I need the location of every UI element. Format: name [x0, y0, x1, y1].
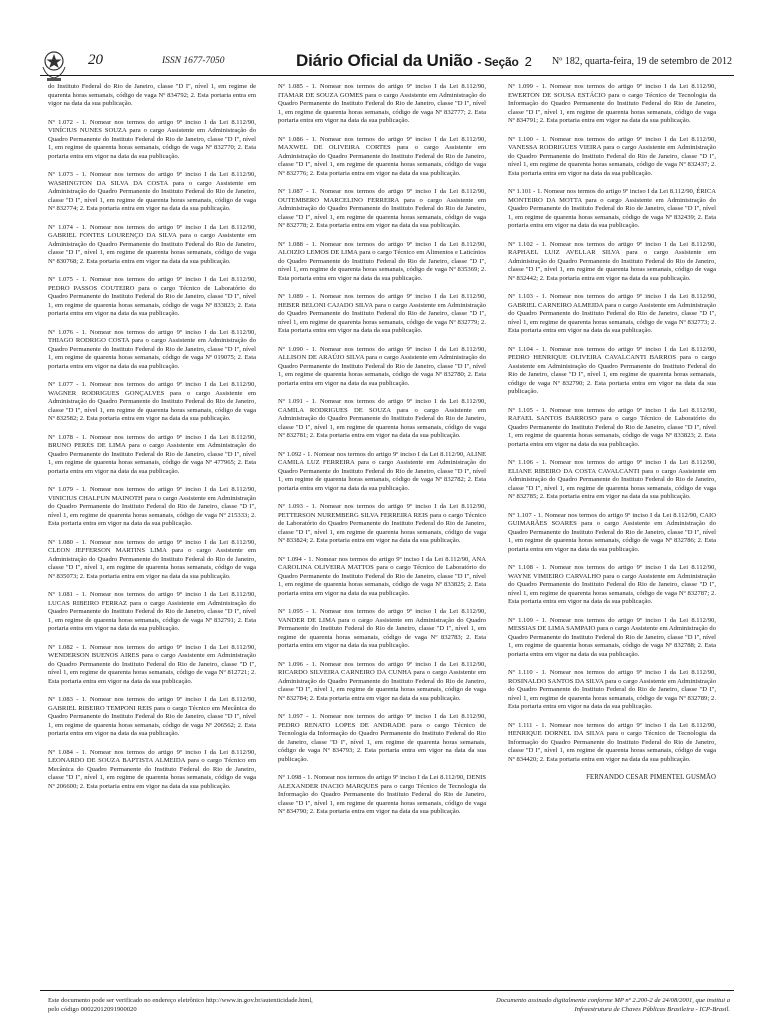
section-label: - Seção [477, 55, 519, 69]
entry: Nº 1.074 - 1. Nomear nos termos do artigo 9º inciso I da Lei 8.112/90, GABRIEL FONTES LOURENÇO DA SILVA para o cargo Assistente em Administração do Quadro Permanente do Instituto Federal do Rio de Janeiro, classe "D I", nível 1, em regime de quarenta horas semanais, código de vaga Nº 830768; 2. Esta portaria entra em vigor na data da sua publicação. [48, 223, 256, 265]
entry: Nº 1.081 - 1. Nomear nos termos do artigo 9º inciso I da Lei 8.112/90, LUCAS RIBEIRO FERRAZ para o cargo Assistente em Administração do Quadro Permanente do Instituto Federal do Rio de Janeiro, classe "D I", nível 1, em regime de quarenta horas semanais, código de vaga Nº 832791; 2. Esta portaria entra em vigor na data da sua publicação. [48, 591, 256, 632]
entry: Nº 1.079 - 1. Nomear nos termos do artigo 9º inciso I da Lei 8.112/90, VINICIUS CHALFUN MAINOTH para o cargo Assistente em Administração do Quadro Permanente do Instituto Federal do Rio de Janeiro, classe "D I", nível 1, em regime de quarenta horas semanais, código de vaga Nº 215333; 2. Esta portaria entra em vigor na data da sua publicação. [48, 486, 256, 527]
verification-url-line: Este documento pode ser verificado no endereço eletrônico http://www.in.gov.br/autenticidade.html, [48, 997, 313, 1004]
entry: Nº 1.103 - 1. Nomear nos termos do artigo 9º inciso I da Lei 8.112/90, GABRIEL CARNEIRO ALMEIDA para o cargo Assistente em Administração do Quadro Permanente do Instituto Federal do Rio de Janeiro, classe "D I", nível 1, em regime de quarenta horas semanais, código de vaga Nº 832773; 2. Esta portaria entra em vigor na data da sua publicação. [508, 293, 716, 334]
entry: Nº 1.106 - 1. Nomear nos termos do artigo 9º inciso I da Lei 8.112/90, ELIANE RIBEIRO DA COSTA CAVALCANTI para o cargo Assistente em Administração do Quadro Permanente do Instituto Federal do Rio de Janeiro, classe "D I", nível 1, em regime de quarenta horas semanais, código de vaga Nº 832785; 2. Esta portaria entra em vigor na data da sua publicação. [508, 459, 716, 500]
column-1 [48, 83, 256, 988]
journal-title [296, 51, 532, 71]
entry: Nº 1.073 - 1. Nomear nos termos do artigo 9º inciso I da Lei 8.112/90, WASHINGTON DA SILVA DA COSTA para o cargo Assistente em Administração do Quadro Permanente do Instituto Federal do Rio de Janeiro, classe "D I", nível 1, em regime de quarenta horas semanais, código de vaga Nº 832774; 2. Esta portaria entra em vigor na data da sua publicação. [48, 171, 256, 212]
entry: Nº 1.083 - 1. Nomear nos termos do artigo 9º inciso I da Lei 8.112/90, GABRIEL RIBEIRO TEMPONI REIS para o cargo Técnico em Mecânica do Quadro Permanente do Instituto Federal do Rio de Janeiro, classe "D I", nível 1, em regime de quarenta horas semanais, código de vaga Nº 206562; 2. Esta portaria entra em vigor na data da sua publicação. [48, 696, 256, 737]
entry: Nº 1.084 - 1. Nomear nos termos do artigo 9º inciso I da Lei 8.112/90, LEONARDO DE SOUZA BAPTISTA ALMEIDA para o cargo Técnico em Mecânica do Quadro Permanente do Instituto Federal do Rio de Janeiro, classe "D I", nível 1, em regime de quarenta horas semanais, código de vaga Nº 206600; 2. Esta portaria entra em vigor na data da sua publicação. [48, 748, 256, 790]
entry: Nº 1.110 - 1. Nomear nos termos do artigo 9º inciso I da Lei 8.112/90, ROSINALDO SANTOS DA SILVA para o cargo Assistente em Administração do Quadro Permanente do Instituto Federal do Rio de Janeiro, classe "D I", nível 1, em regime de quarenta horas semanais, código de vaga Nº 832789; 2. Esta portaria entra em vigor na data da sua publicação. [508, 669, 716, 710]
signatory-name: FERNANDO CESAR PIMENTEL GUSMÃO [586, 774, 716, 781]
entry: Nº 1.075 - 1. Nomear nos termos do artigo 9º inciso I da Lei 8.112/90, PEDRO PASSOS COUTEIRO para o cargo Técnico de Laboratório do Quadro Permanente do Instituto Federal do Rio de Janeiro, classe "D I", nível 1, em regime de quarenta horas semanais, código de vaga Nº 833823; 2. Esta portaria entra em vigor na data da sua publicação. [48, 276, 256, 317]
signature-note-line-2: Infraestrutura de Chaves Públicas Brasileira - ICP-Brasil. [574, 1006, 730, 1013]
entry: Nº 1.109 - 1. Nomear nos termos do artigo 9º inciso I da Lei 8.112/90, MESSIAS DE LIMA SAMPAIO para o cargo Assistente em Administração do Quadro Permanente do Instituto Federal do Rio de Janeiro, classe "D I", nível 1, em regime de quarenta horas semanais, código de vaga Nº 832788; 2. Esta portaria entra em vigor na data da sua publicação. [508, 616, 716, 658]
entry: do Instituto Federal do Rio de Janeiro, classe "D I", nível 1, em regime de quarenta horas semanais, código de vaga Nº 834792; 2. Esta portaria entra em vigor na data da sua publicação. [48, 83, 256, 107]
entry: Nº 1.095 - 1. Nomear nos termos do artigo 9º inciso I da Lei 8.112/90, VANDER DE LIMA para o cargo Assistente em Administração do Quadro Permanente do Instituto Federal do Rio de Janeiro, classe "D I", nível 1, em regime de quarenta horas semanais, código de vaga Nº 832783; 2. Esta portaria entra em vigor na data da sua publicação. [278, 608, 486, 649]
entry: Nº 1.108 - 1. Nomear nos termos do artigo 9º inciso I da Lei 8.112/90, WAYNE VIMIEIRO CARVALHO para o cargo Assistente em Administração do Quadro Permanente do Instituto Federal do Rio de Janeiro, classe "D I", nível 1, em regime de quarenta horas semanais, código de vaga Nº 832787; 2. Esta portaria entra em vigor na data da sua publicação. [508, 564, 716, 605]
verification-code-line: pelo código 00022012091900020 [48, 1006, 137, 1013]
entry: Nº 1.096 - 1. Nomear nos termos do artigo 9º inciso I da Lei 8.112/90, RICARDO SILVEIRA CARNEIRO DA CUNHA para o cargo Assistente em Administração do Quadro Permanente do Instituto Federal do Rio de Janeiro, classe "D I", nível 1, em regime de quarenta horas semanais, código de vaga Nº 832784; 2. Esta portaria entra em vigor na data da sua publicação. [278, 660, 486, 702]
signature-note-line-1: Documento assinado digitalmente conforme MP nº 2.200-2 de 24/08/2001, que institui a [496, 997, 730, 1004]
entry: Nº 1.097 - 1. Nomear nos termos do artigo 9º inciso I da Lei 8.112/90, PEDRO RENATO LOPES DE ANDRADE para o cargo Técnico de Tecnologia da Informação do Quadro Permanente do Instituto Federal do Rio de Janeiro, classe "D I", nível 1, em regime de quarenta horas semanais, código de vaga Nº 834793; 2. Esta portaria entra em vigor na data da sua publicação. [278, 713, 486, 763]
entry: Nº 1.077 - 1. Nomear nos termos do artigo 9º inciso I da Lei 8.112/90, WAGNER RODRIGUES GONÇALVES para o cargo Assistente em Administração do Quadro Permanente do Instituto Federal do Rio de Janeiro, classe "D I", nível 1, em regime de quarenta horas semanais, código de vaga Nº 832582; 2. Esta portaria entra em vigor na data da sua publicação. [48, 381, 256, 422]
journal-name: Diário Oficial da União [296, 51, 473, 70]
entry: Nº 1.101 - 1. Nomear nos termos do artigo 9º inciso I da Lei 8.112/90, ÉRICA MONTEIRO DA MOTTA para o cargo Assistente em Administração do Quadro Permanente do Instituto Federal do Rio de Janeiro, classe "D I", nível 1, em regime de quarenta horas semanais, código de vaga Nº 832439; 2. Esta portaria entra em vigor na data da sua publicação. [508, 188, 716, 229]
entry: Nº 1.104 - 1. Nomear nos termos do artigo 9º inciso I da Lei 8.112/90, PEDRO HENRIQUE OLIVEIRA CAVALCANTI BARROS para o cargo Assistente em Administração do Quadro Permanente do Instituto Federal do Rio de Janeiro, classe "D I", nível 1, em regime de quarenta horas semanais, código de vaga Nº 832790; 2. Esta portaria entra em vigor na data da sua publicação. [508, 345, 716, 395]
page-number: 20 [88, 52, 103, 68]
entry: Nº 1.072 - 1. Nomear nos termos do artigo 9º inciso I da Lei 8.112/90, VINÍCIUS NUNES SOUZA para o cargo Assistente em Administração do Quadro Permanente do Instituto Federal do Rio de Janeiro, classe "D I", nível 1, em regime de quarenta horas semanais, código de vaga Nº 832770; 2. Esta portaria entra em vigor na data da sua publicação. [48, 118, 256, 160]
footer-divider [40, 990, 734, 991]
entry: Nº 1.078 - 1. Nomear nos termos do artigo 9º inciso I da Lei 8.112/90, BRUNO PERES DE LIMA para o cargo Assistente em Administração do Quadro Permanente do Instituto Federal do Rio de Janeiro, classe "D I", nível 1, em regime de quarenta horas semanais, código de vaga Nº 477965; 2. Esta portaria entra em vigor na data da sua publicação. [48, 433, 256, 475]
page-header [0, 0, 768, 80]
entry: Nº 1.085 - 1. Nomear nos termos do artigo 9º inciso I da Lei 8.112/90, ITAMAR DE SOUZA GOMES para o cargo Assistente em Administração do Quadro Permanente do Instituto Federal do Rio de Janeiro, classe "D I", nível 1, em regime de quarenta horas semanais, código de vaga Nº 832777; 2. Esta portaria entra em vigor na data da sua publicação. [278, 83, 486, 124]
entry: Nº 1.099 - 1. Nomear nos termos do artigo 9º inciso I da Lei 8.112/90, EWERTON DE SOUSA ESTÁCIO para o cargo Técnico de Tecnologia da Informação do Quadro Permanente do Instituto Federal do Rio de Janeiro, classe "D I", nível 1, em regime de quarenta horas semanais, código de vaga Nº 834791; 2. Esta portaria entra em vigor na data da sua publicação. [508, 83, 716, 124]
entry: Nº 1.088 - 1. Nomear nos termos do artigo 9º inciso I da Lei 8.112/90, ALOIZIO LEMOS DE LIMA para o cargo Técnico em Alimentos e Laticínios do Quadro Permanente do Instituto Federal do Rio de Janeiro, classe "D I", nível 1, em regime de quarenta horas semanais, código de vaga Nº 835369; 2. Esta portaria entra em vigor na data da sua publicação. [278, 240, 486, 282]
entry: Nº 1.100 - 1. Nomear nos termos do artigo 9º inciso I da Lei 8.112/90, VANESSA RODRIGUES VIEIRA para o cargo Assistente em Administração do Quadro Permanente do Instituto Federal do Rio de Janeiro, classe "D I", nível 1, em regime de quarenta horas semanais, código de vaga Nº 832437; 2. Esta portaria entra em vigor na data da sua publicação. [508, 135, 716, 177]
digital-signature-note [470, 996, 730, 1014]
verification-note [48, 996, 338, 1014]
coat-of-arms-icon [40, 50, 68, 82]
entry: Nº 1.107 - 1. Nomear nos termos do artigo 9º inciso I da Lei 8.112/90, CAIO GUIMARÃES SOARES para o cargo Assistente em Administração do Quadro Permanente do Instituto Federal do Rio de Janeiro, classe "D I", nível 1, em regime de quarenta horas semanais, código de vaga Nº 832786; 2. Esta portaria entra em vigor na data da sua publicação. [508, 511, 716, 553]
entry: Nº 1.111 - 1. Nomear nos termos do artigo 9º inciso I da Lei 8.112/90, HENRIQUE DORNEL DA SILVA para o cargo Técnico de Tecnologia da Informação do Quadro Permanente do Instituto Federal do Rio de Janeiro, classe "D I", nível 1, em regime de quarenta horas semanais, código de vaga Nº 834420; 2. Esta portaria entra em vigor na data da sua publicação. [508, 721, 716, 763]
column-2 [278, 83, 486, 988]
entry: Nº 1.105 - 1. Nomear nos termos do artigo 9º inciso I da Lei 8.112/90, RAFAEL SANTOS BARROSO para o cargo Técnico de Laboratório do Quadro Permanente do Instituto Federal do Rio de Janeiro, classe "D I", nível 1, em regime de quarenta horas semanais, código de vaga Nº 833823; 2. Esta portaria entra em vigor na data da sua publicação. [508, 406, 716, 448]
edition-info: Nº 182, quarta-feira, 19 de setembro de 2012 [552, 56, 732, 67]
entry: Nº 1.094 - 1. Nomear nos termos do artigo 9º inciso I da Lei 8.112/90, ANA CAROLINA OLIVEIRA MATTOS para o cargo Técnico de Laboratório do Quadro Permanente do Instituto Federal do Rio de Janeiro, classe "D I", nível 1, em regime de quarenta horas semanais, código de vaga Nº 833825; 2. Esta portaria entra em vigor na data da sua publicação. [278, 555, 486, 597]
header-divider [40, 75, 734, 76]
entry: Nº 1.098 - 1. Nomear nos termos do artigo 9º inciso I da Lei 8.112/90, DENIS ALEXANDER INACIO MARQUES para o cargo Técnico de Tecnologia da Informação do Quadro Permanente do Instituto Federal do Rio de Janeiro, classe "D I", nível 1, em regime de quarenta horas semanais, código de vaga Nº 834790; 2. Esta portaria entra em vigor na data da sua publicação. [278, 774, 486, 815]
section-number: 2 [524, 54, 532, 69]
column-3 [508, 83, 716, 988]
issn: ISSN 1677-7050 [162, 56, 225, 66]
entry: Nº 1.082 - 1. Nomear nos termos do artigo 9º inciso I da Lei 8.112/90, WENDERSON BUENOS AIRES para o cargo Assistente em Administração do Quadro Permanente do Instituto Federal do Rio de Janeiro, classe "D I", nível 1, em regime de quarenta horas semanais, código de vaga Nº 812721; 2. Esta portaria entra em vigor na data da sua publicação. [48, 643, 256, 685]
entry: Nº 1.093 - 1. Nomear nos termos do artigo 9º inciso I da Lei 8.112/90, PETTERSON NUREMBERG SILVA FERREIRA REIS para o cargo Técnico de Laboratório do Quadro Permanente do Instituto Federal do Rio de Janeiro, classe "D I", nível 1, em regime de quarenta horas semanais, código de vaga Nº 833824; 2. Esta portaria entra em vigor na data da sua publicação. [278, 503, 486, 544]
entry: Nº 1.086 - 1. Nomear nos termos do artigo 9º inciso I da Lei 8.112/90, MAXWEL DE OLIVEIRA CORTES para o cargo Assistente em Administração do Quadro Permanente do Instituto Federal do Rio de Janeiro, classe "D I", nível 1, em regime de quarenta horas semanais, código de vaga Nº 832776; 2. Esta portaria entra em vigor na data da sua publicação. [278, 135, 486, 177]
entry: Nº 1.080 - 1. Nomear nos termos do artigo 9º inciso I da Lei 8.112/90, CLEON JEFFERSON MARTINS LIMA para o cargo Assistente em Administração do Quadro Permanente do Instituto Federal do Rio de Janeiro, classe "D I", nível 1, em regime de quarenta horas semanais, código de vaga Nº 835073; 2. Esta portaria entra em vigor na data da sua publicação. [48, 538, 256, 580]
entry: Nº 1.090 - 1. Nomear nos termos do artigo 9º inciso I da Lei 8.112/90, ALLISON DE ARAÚJO SILVA para o cargo Assistente em Administração do Quadro Permanente do Instituto Federal do Rio de Janeiro, classe "D I", nível 1, em regime de quarenta horas semanais, código de vaga Nº 832780; 2. Esta portaria entra em vigor na data da sua publicação. [278, 345, 486, 387]
entry: Nº 1.076 - 1. Nomear nos termos do artigo 9º inciso I da Lei 8.112/90, THIAGO RODRIGO COSTA para o cargo Assistente em Administração do Quadro Permanente do Instituto Federal do Rio de Janeiro, classe "D I", nível 1, em regime de quarenta horas semanais, código de vaga Nº 019075; 2. Esta portaria entra em vigor na data da sua publicação. [48, 328, 256, 370]
entry: Nº 1.092 - 1. Nomear nos termos do artigo 9º inciso I da Lei 8.112/90, ALINE CAMILA LUZ FERREIRA para o cargo Assistente em Administração do Quadro Permanente do Instituto Federal do Rio de Janeiro, classe "D I", nível 1, em regime de quarenta horas semanais, código de vaga Nº 832782; 2. Esta portaria entra em vigor na data da sua publicação. [278, 450, 486, 492]
entry: Nº 1.102 - 1. Nomear nos termos do artigo 9º inciso I da Lei 8.112/90, RAPHAEL LUIZ AVELLAR SILVA para o cargo Assistente em Administração do Quadro Permanente do Instituto Federal do Rio de Janeiro, classe "D I", nível 1, em regime de quarenta horas semanais, código de vaga Nº 832442; 2. Esta portaria entra em vigor na data da sua publicação. [508, 240, 716, 282]
entry: Nº 1.089 - 1. Nomear nos termos do artigo 9º inciso I da Lei 8.112/90, HEBER BELONI CAJADO SILVA para o cargo Assistente em Administração do Quadro Permanente do Instituto Federal do Rio de Janeiro, classe "D I", nível 1, em regime de quarenta horas semanais, código de vaga Nº 832779; 2. Esta portaria entra em vigor na data da sua publicação. [278, 293, 486, 334]
entry: Nº 1.087 - 1. Nomear nos termos do artigo 9º inciso I da Lei 8.112/90, OUTEMBERO MARCELINO FERREIRA para o cargo Assistente em Administração do Quadro Permanente do Instituto Federal do Rio de Janeiro, classe "D I", nível 1, em regime de quarenta horas semanais, código de vaga Nº 832778; 2. Esta portaria entra em vigor na data da sua publicação. [278, 188, 486, 229]
entry: Nº 1.091 - 1. Nomear nos termos do artigo 9º inciso I da Lei 8.112/90, CAMILA RODRIGUES DE SOUZA para o cargo Assistente em Administração do Quadro Permanente do Instituto Federal do Rio de Janeiro, classe "D I", nível 1, em regime de quarenta horas semanais, código de vaga Nº 832781; 2. Esta portaria entra em vigor na data da sua publicação. [278, 398, 486, 439]
text-columns [48, 83, 716, 988]
